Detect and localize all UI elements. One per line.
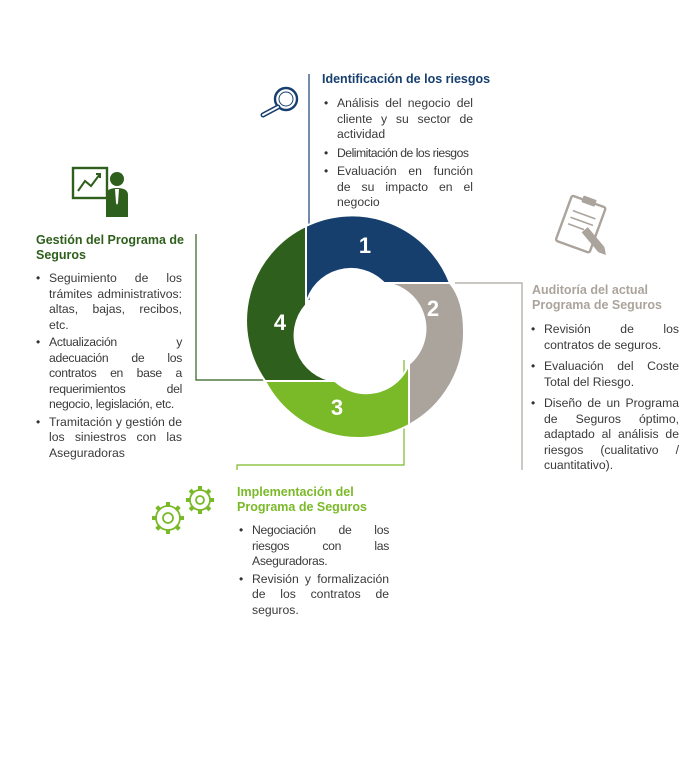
list-auditoria	[529, 322, 679, 480]
list-item: • Evaluación en función de su impacto en el negocio	[322, 164, 473, 211]
list-item: • Evaluación del Coste Total del Riesgo.	[529, 359, 679, 390]
list-identificacion	[322, 96, 473, 214]
list-item: • Revisión de los contratos de seguros.	[529, 322, 679, 353]
section-title-implementacion: Implementación del Programa de Seguros	[237, 485, 367, 514]
list-gestion	[34, 271, 182, 463]
list-item: • Diseño de un Programa de Seguros óptimo, adaptado al análisis de riesgos (cualitativo / cuantitativo).	[529, 396, 679, 474]
list-item: • Delimitación de los riesgos	[322, 146, 473, 162]
magnifier-icon	[256, 84, 304, 120]
cycle-number-1: 1	[358, 233, 372, 258]
gears-icon	[146, 483, 218, 541]
section-title-gestion: Gestión del Programa de Seguros	[36, 233, 184, 262]
connector-line-2	[455, 283, 522, 470]
clipboard-icon	[545, 190, 615, 262]
list-item: • Negociación de los riesgos con las Aseguradoras.	[237, 523, 389, 570]
list-item: • Revisión y formalización de los contratos de seguros.	[237, 572, 389, 619]
list-item: • Tramitación y gestión de los siniestros con las Aseguradoras	[34, 415, 182, 462]
list-item: • Análisis del negocio del cliente y su sector de actividad	[322, 96, 473, 143]
cycle-number-4: 4	[273, 310, 287, 335]
list-implementacion	[237, 523, 389, 620]
list-item: • Actualización y adecuación de los contratos en base a requerimientos del negocio, legislación, etc.	[34, 335, 182, 413]
presenter-chart-icon	[70, 165, 132, 221]
cycle-number-2: 2	[426, 296, 440, 321]
section-title-auditoria: Auditoría del actual Programa de Seguros	[532, 283, 662, 312]
section-title-identificacion: Identificación de los riesgos	[322, 72, 491, 86]
cycle-number-3: 3	[330, 395, 344, 420]
list-item: • Seguimiento de los trámites administrativos: altas, bajas, recibos, etc.	[34, 271, 182, 333]
